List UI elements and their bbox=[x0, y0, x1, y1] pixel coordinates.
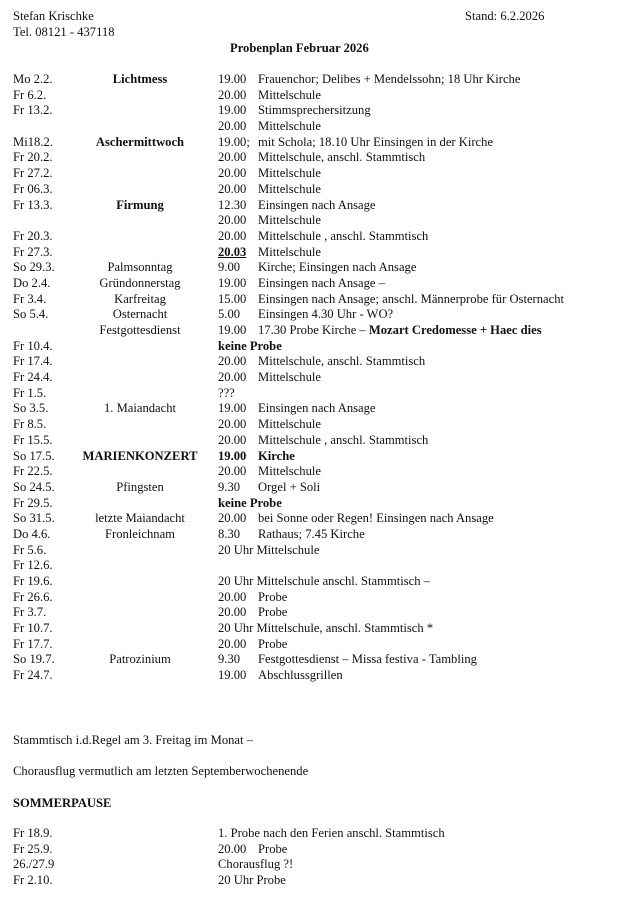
page-title: Probenplan Februar 2026 bbox=[230, 41, 369, 55]
row-event: Osternacht bbox=[112, 307, 168, 322]
row-description: Mittelschule , anschl. Stammtisch bbox=[258, 432, 429, 447]
row-event: Gründonnerstag bbox=[99, 275, 181, 290]
row-time: 20.00 bbox=[218, 432, 247, 447]
row-event: Fronleichnam bbox=[105, 526, 175, 541]
row-description: Einsingen nach Ansage – bbox=[258, 275, 385, 290]
section-heading-sommerpause: SOMMERPAUSE bbox=[13, 796, 112, 810]
row-date: Fr 27.2. bbox=[13, 166, 53, 181]
row-date: Fr 10.7. bbox=[13, 621, 53, 636]
note-stammtisch: Stammtisch i.d.Regel am 3. Freitag im Monat – bbox=[13, 733, 253, 747]
row-description bbox=[258, 323, 542, 339]
row-date: So 29.3. bbox=[13, 260, 55, 275]
row-description: Mittelschule bbox=[258, 213, 321, 228]
row-date: So 19.7. bbox=[13, 652, 55, 667]
schedule-row bbox=[0, 464, 628, 480]
row-time: 20.00 bbox=[218, 464, 247, 479]
row-date: Fr 18.9. bbox=[13, 826, 53, 840]
row-date: 26./27.9 bbox=[13, 857, 55, 872]
row-time: 20.00 bbox=[218, 181, 247, 196]
row-time: 5.00 bbox=[218, 307, 241, 322]
row-description: Probe bbox=[258, 636, 288, 651]
author-name: Stefan Krischke bbox=[13, 9, 94, 23]
row-time: 19.00 bbox=[218, 72, 247, 86]
row-description: mit Schola; 18.10 Uhr Einsingen in der Kirche bbox=[258, 134, 494, 149]
row-time: 19.00 bbox=[218, 668, 247, 683]
row-time: 19.00 bbox=[218, 275, 247, 290]
row-date: Fr 1.5. bbox=[13, 385, 47, 400]
row-time: 20.03 bbox=[218, 244, 247, 259]
schedule-row bbox=[0, 637, 628, 653]
row-date: Fr 06.3. bbox=[13, 181, 53, 196]
row-event: Karfreitag bbox=[114, 291, 166, 306]
row-description: Chorausflug ?! bbox=[218, 857, 294, 872]
row-time: 20.00 bbox=[218, 605, 247, 620]
schedule-row bbox=[0, 386, 628, 402]
schedule-row bbox=[0, 323, 628, 339]
schedule-row bbox=[0, 417, 628, 433]
row-time: 20.00 bbox=[218, 150, 247, 165]
schedule-row bbox=[0, 826, 628, 842]
row-description: keine Probe bbox=[218, 338, 282, 353]
schedule-row bbox=[0, 449, 628, 465]
row-description: 1. Probe nach den Ferien anschl. Stammtisch bbox=[218, 826, 445, 840]
row-event: Aschermittwoch bbox=[95, 134, 185, 149]
row-description: Einsingen 4.30 Uhr - WO? bbox=[258, 307, 394, 322]
row-event: Lichtmess bbox=[112, 72, 168, 86]
row-event: MARIENKONZERT bbox=[82, 448, 198, 463]
row-time: 15.00 bbox=[218, 291, 247, 306]
row-description: 20 Uhr Mittelschule anschl. Stammtisch – bbox=[218, 574, 430, 588]
schedule-row bbox=[0, 574, 628, 590]
row-date: Fr 13.2. bbox=[13, 103, 53, 118]
row-time: 12.30 bbox=[218, 197, 247, 212]
schedule-row bbox=[0, 229, 628, 245]
row-date: Do 4.6. bbox=[13, 526, 51, 541]
schedule-row bbox=[0, 339, 628, 355]
schedule-row bbox=[0, 198, 628, 214]
row-date: Do 2.4. bbox=[13, 275, 51, 290]
row-date: Fr 29.5. bbox=[13, 495, 53, 510]
schedule-row bbox=[0, 119, 628, 135]
row-date: Fr 19.6. bbox=[13, 574, 53, 588]
row-description: Mittelschule, anschl. Stammtisch bbox=[258, 150, 426, 165]
row-time: 19.00 bbox=[218, 103, 247, 118]
schedule-row bbox=[0, 307, 628, 323]
row-date: So 17.5. bbox=[13, 448, 55, 463]
row-time: 20.00 bbox=[218, 87, 247, 102]
schedule-row bbox=[0, 621, 628, 637]
row-event: Festgottesdienst bbox=[99, 323, 181, 337]
schedule-row bbox=[0, 873, 628, 889]
row-description: ??? bbox=[218, 385, 235, 400]
row-time: 20.00 bbox=[218, 370, 247, 385]
row-time: 9.00 bbox=[218, 260, 241, 275]
row-description: Mittelschule bbox=[258, 370, 321, 385]
row-time: 20.00 bbox=[218, 213, 247, 228]
schedule-row bbox=[0, 842, 628, 858]
schedule-row bbox=[0, 590, 628, 606]
row-time: 8.30 bbox=[218, 526, 241, 541]
row-time: 19.00 bbox=[218, 323, 247, 337]
row-description: Mittelschule, anschl. Stammtisch bbox=[258, 354, 426, 369]
row-time: 20.00 bbox=[218, 119, 247, 134]
row-date: Fr 6.2. bbox=[13, 87, 47, 102]
row-description: Probe bbox=[258, 589, 288, 604]
schedule-list bbox=[0, 72, 628, 684]
row-time: 19.00 bbox=[218, 448, 247, 463]
row-description-bold: Mozart Credomesse + Haec dies bbox=[368, 323, 542, 337]
row-date: Fr 12.6. bbox=[13, 558, 53, 573]
schedule-row bbox=[0, 72, 628, 88]
schedule-row bbox=[0, 652, 628, 668]
row-date: Fr 22.5. bbox=[13, 464, 53, 479]
row-time: 20.00 bbox=[218, 589, 247, 604]
row-description: Mittelschule bbox=[258, 166, 321, 181]
row-date: Fr 13.3. bbox=[13, 197, 53, 212]
row-description-text: 17.30 Probe Kirche – bbox=[258, 323, 369, 337]
row-date: So 5.4. bbox=[13, 307, 49, 322]
row-date: Fr 24.4. bbox=[13, 370, 53, 385]
row-date: Fr 15.5. bbox=[13, 432, 53, 447]
schedule-row bbox=[0, 401, 628, 417]
row-description: Stimmsprechersitzung bbox=[258, 103, 371, 118]
row-date: So 31.5. bbox=[13, 511, 55, 526]
row-date: Mi18.2. bbox=[13, 134, 53, 149]
row-event: letzte Maiandacht bbox=[95, 511, 185, 526]
row-description: Kirche; Einsingen nach Ansage bbox=[258, 260, 417, 275]
row-date: Fr 5.6. bbox=[13, 542, 47, 557]
row-description: Einsingen nach Ansage bbox=[258, 401, 376, 416]
row-description: 20 Uhr Mittelschule bbox=[218, 542, 320, 557]
row-time: 20.00 bbox=[218, 354, 247, 369]
row-date: Fr 20.3. bbox=[13, 228, 53, 243]
row-description: Abschlussgrillen bbox=[258, 668, 343, 683]
stand-date: Stand: 6.2.2026 bbox=[465, 9, 545, 23]
note-chorausflug: Chorausflug vermutlich am letzten Septemberwochenende bbox=[13, 764, 309, 778]
schedule-row bbox=[0, 857, 628, 873]
phone-number: Tel. 08121 - 437118 bbox=[13, 25, 115, 39]
schedule-row bbox=[0, 496, 628, 512]
row-description: Mittelschule bbox=[258, 87, 321, 102]
row-event: 1. Maiandacht bbox=[103, 401, 177, 416]
schedule-row bbox=[0, 543, 628, 559]
row-date: Fr 10.4. bbox=[13, 338, 53, 353]
row-date: Fr 2.10. bbox=[13, 873, 53, 888]
row-description: Einsingen nach Ansage; anschl. Männerprobe für Osternacht bbox=[258, 291, 565, 306]
row-description: 20 Uhr Probe bbox=[218, 873, 286, 888]
row-time: 20.00 bbox=[218, 511, 247, 526]
schedule-row bbox=[0, 166, 628, 182]
row-description: Frauenchor; Delibes + Mendelssohn; 18 Uhr Kirche bbox=[258, 72, 521, 86]
row-description: Mittelschule , anschl. Stammtisch bbox=[258, 228, 429, 243]
row-event: Firmung bbox=[116, 197, 164, 212]
schedule-row bbox=[0, 511, 628, 527]
row-time: 9.30 bbox=[218, 652, 241, 667]
row-description: Mittelschule bbox=[258, 417, 321, 432]
schedule-row bbox=[0, 88, 628, 104]
row-description: Probe bbox=[258, 841, 288, 856]
row-date: Fr 3.4. bbox=[13, 291, 47, 306]
row-date: Fr 8.5. bbox=[13, 417, 47, 432]
row-date: Fr 17.4. bbox=[13, 354, 53, 369]
schedule-row bbox=[0, 370, 628, 386]
row-date: Fr 20.2. bbox=[13, 150, 53, 165]
row-description: Kirche bbox=[258, 448, 295, 463]
row-time: 20.00 bbox=[218, 166, 247, 181]
row-date: So 3.5. bbox=[13, 401, 49, 416]
schedule-row bbox=[0, 605, 628, 621]
row-description: Probe bbox=[258, 605, 288, 620]
row-time: 20.00 bbox=[218, 228, 247, 243]
after-pause-list bbox=[0, 826, 628, 889]
schedule-row bbox=[0, 150, 628, 166]
row-description: Festgottesdienst – Missa festiva - Tambling bbox=[258, 652, 477, 667]
row-event: Pfingsten bbox=[116, 479, 164, 494]
schedule-row bbox=[0, 668, 628, 684]
row-description: Rathaus; 7.45 Kirche bbox=[258, 526, 365, 541]
row-time: 20.00 bbox=[218, 841, 247, 856]
row-time: 9.30 bbox=[218, 479, 241, 494]
row-time: 19.00; bbox=[218, 134, 250, 149]
row-description: Orgel + Soli bbox=[258, 479, 321, 494]
row-time: 20.00 bbox=[218, 636, 247, 651]
row-time: 19.00 bbox=[218, 401, 247, 416]
schedule-row bbox=[0, 354, 628, 370]
row-description: 20 Uhr Mittelschule, anschl. Stammtisch * bbox=[218, 621, 434, 636]
row-date: Mo 2.2. bbox=[13, 72, 53, 86]
schedule-row bbox=[0, 182, 628, 198]
row-event: Palmsonntag bbox=[107, 260, 173, 275]
row-description: Mittelschule bbox=[258, 464, 321, 479]
row-description: Mittelschule bbox=[258, 244, 321, 259]
row-date: Fr 17.7. bbox=[13, 636, 53, 651]
schedule-row bbox=[0, 558, 628, 574]
row-date: So 24.5. bbox=[13, 479, 55, 494]
schedule-row bbox=[0, 260, 628, 276]
row-description: bei Sonne oder Regen! Einsingen nach Ansage bbox=[258, 511, 494, 526]
schedule-row bbox=[0, 276, 628, 292]
schedule-row bbox=[0, 135, 628, 151]
row-date: Fr 24.7. bbox=[13, 668, 53, 683]
schedule-row bbox=[0, 103, 628, 119]
row-time: 20.00 bbox=[218, 417, 247, 432]
row-date: Fr 26.6. bbox=[13, 589, 53, 604]
schedule-row bbox=[0, 433, 628, 449]
schedule-row bbox=[0, 245, 628, 261]
row-date: Fr 25.9. bbox=[13, 841, 53, 856]
row-event: Patrozinium bbox=[109, 652, 171, 667]
row-description: Einsingen nach Ansage bbox=[258, 197, 376, 212]
row-date: Fr 27.3. bbox=[13, 244, 53, 259]
schedule-row bbox=[0, 292, 628, 308]
row-description: keine Probe bbox=[218, 495, 282, 510]
row-description: Mittelschule bbox=[258, 181, 321, 196]
schedule-row bbox=[0, 213, 628, 229]
row-date: Fr 3.7. bbox=[13, 605, 47, 620]
schedule-row bbox=[0, 527, 628, 543]
row-description: Mittelschule bbox=[258, 119, 321, 134]
schedule-row bbox=[0, 480, 628, 496]
